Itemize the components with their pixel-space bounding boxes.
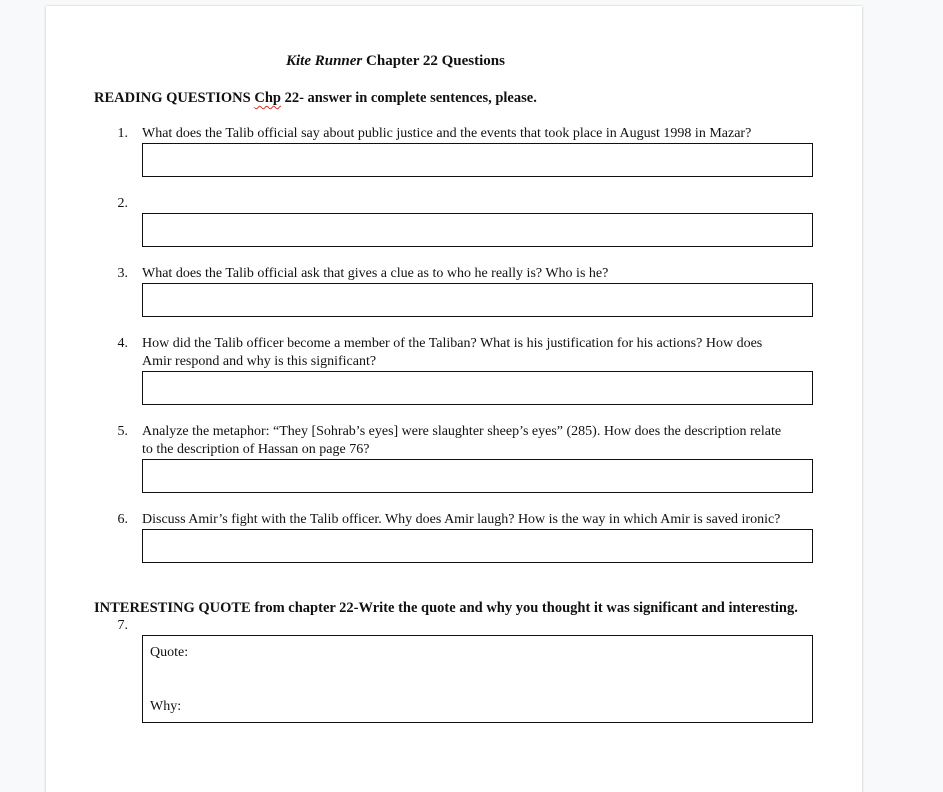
question-line: How did the Talib officer become a member of the Taliban? What is his justification for his actions? How does [142,336,763,351]
question-number: 6. [117,512,128,527]
reading-header-pre: READING QUESTIONS [94,90,255,106]
question-number: 5. [117,424,128,439]
question-text [142,423,781,459]
question-text [142,125,751,143]
why-label: Why: [150,699,182,714]
question-text [142,265,608,283]
question-number: 4. [117,336,128,351]
question-text [142,511,780,529]
question-number: 2. [117,196,128,211]
title-book-name: Kite Runner [286,53,363,69]
answer-box[interactable] [142,213,813,247]
answer-box[interactable] [142,283,813,317]
title-rest: Chapter 22 Questions [362,53,505,69]
quote-answer-box[interactable] [142,635,813,723]
misspelled-word[interactable]: Chp [254,90,281,106]
interesting-quote-header: INTERESTING QUOTE from chapter 22-Write the quote and why you thought it was significant and interesting. [94,600,798,616]
question-line: Discuss Amir’s fight with the Talib officer. Why does Amir laugh? How is the way in which Amir is saved ironic? [142,512,781,527]
question-line: Amir respond and why is this significant? [142,354,377,369]
question-line: What does the Talib official ask that gives a clue as to who he really is? Who is he? [142,266,609,281]
question-text [142,335,762,371]
reading-questions-header [94,90,537,107]
answer-box[interactable] [142,371,813,405]
question-number: 1. [117,126,128,141]
question-line: What does the Talib official say about public justice and the events that took place in August 1998 in Mazar? [142,126,752,141]
question-number: 7. [117,618,128,633]
quote-label: Quote: [150,645,189,660]
page-title [286,53,505,70]
answer-box[interactable] [142,459,813,493]
question-number: 3. [117,266,128,281]
question-line: Analyze the metaphor: “They [Sohrab’s eyes] were slaughter sheep’s eyes” (285). How does the description relate [142,424,782,439]
answer-box[interactable] [142,143,813,177]
reading-header-post: 22- answer in complete sentences, please. [280,90,537,106]
answer-box[interactable] [142,529,813,563]
document-page [46,6,862,792]
question-line: to the description of Hassan on page 76? [142,442,370,457]
